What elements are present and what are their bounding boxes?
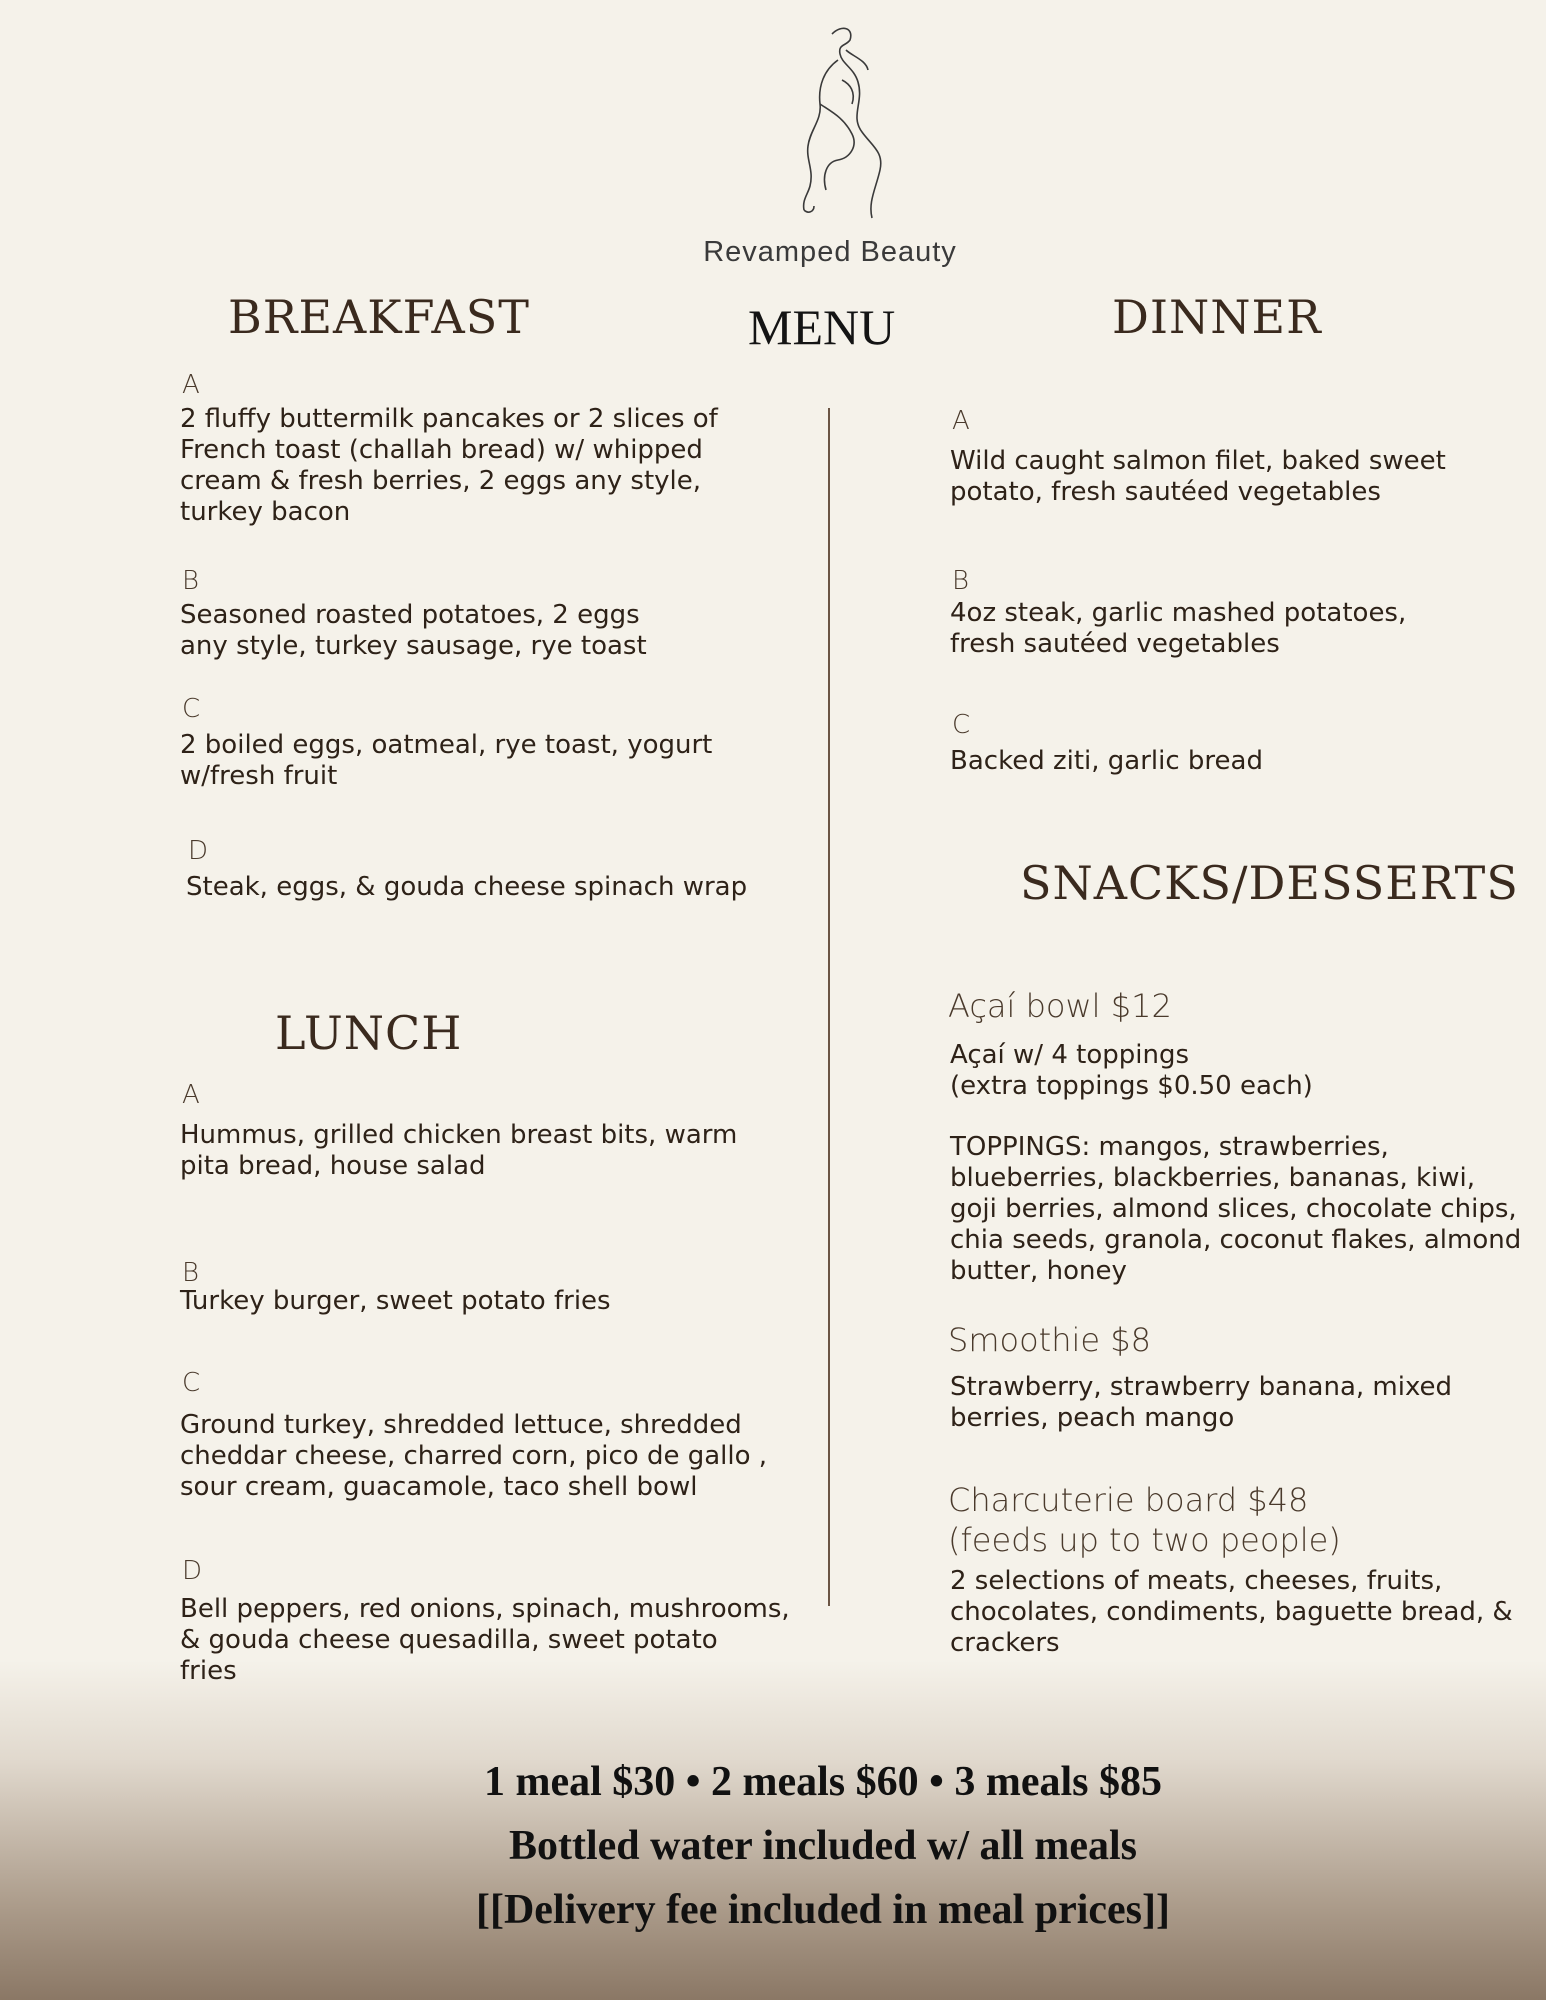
delivery-note: [[Delivery fee included in meal prices]] [476,1887,1170,1933]
dinner-item-c-text: Backed ziti, garlic bread [950,746,1263,776]
breakfast-item-a-letter: A [182,370,200,400]
lunch-item-a-letter: A [182,1080,200,1110]
charcuterie-desc: 2 selections of meats, cheeses, fruits, chocolates, condiments, baguette bread, & crackers [950,1566,1513,1658]
breakfast-item-a-text: 2 fluffy buttermilk pancakes or 2 slices of French toast (challah bread) w/ whipped cream & fresh berries, 2 eggs any style, turkey bacon [180,404,718,527]
snacks-title: SNACKS/DESSERTS [1020,856,1519,910]
smoothie-desc: Strawberry, strawberry banana, mixed berries, peach mango [950,1372,1453,1433]
lunch-item-a-text: Hummus, grilled chicken breast bits, warm pita bread, house salad [180,1120,738,1181]
woman-line-art-logo [780,20,920,220]
acai-bowl-name: Açaí bowl $12 [948,987,1172,1025]
lunch-item-d-letter: D [182,1556,203,1586]
breakfast-title: BREAKFAST [228,290,530,344]
meal-pricing: 1 meal $30 • 2 meals $60 • 3 meals $85 [484,1759,1162,1805]
dinner-item-a-letter: A [952,406,970,436]
dinner-item-c-letter: C [952,710,971,740]
charcuterie-name: Charcuterie board $48 (feeds up to two people) [948,1481,1341,1559]
water-note: Bottled water included w/ all meals [508,1823,1138,1869]
acai-bowl-desc: Açaí w/ 4 toppings (extra toppings $0.50 each) [950,1040,1313,1101]
breakfast-item-d-letter: D [188,836,209,866]
breakfast-item-c-letter: C [182,694,201,724]
lunch-item-d-text: Bell peppers, red onions, spinach, mushrooms, & gouda cheese quesadilla, sweet potato fries [180,1594,790,1686]
breakfast-item-d-text: Steak, eggs, & gouda cheese spinach wrap [186,872,748,902]
dinner-item-a-text: Wild caught salmon filet, baked sweet potato, fresh sautéed vegetables [950,446,1446,507]
dinner-item-b-text: 4oz steak, garlic mashed potatoes, fresh sautéed vegetables [950,598,1407,659]
smoothie-name: Smoothie $8 [948,1321,1151,1359]
lunch-item-b-letter: B [182,1258,200,1288]
column-divider [828,408,830,1606]
toppings-desc: TOPPINGS: mangos, strawberries, blueberries, blackberries, bananas, kiwi, goji berries, almond slices, chocolate chips, chia seeds, granola, coconut flakes, almond butter, honey [950,1132,1522,1286]
brand-name: Revamped Beauty [703,236,957,268]
lunch-title: LUNCH [275,1006,463,1060]
dinner-title: DINNER [1112,290,1322,344]
lunch-item-c-letter: C [182,1368,201,1398]
breakfast-item-b-text: Seasoned roasted potatoes, 2 eggs any style, turkey sausage, rye toast [180,600,647,661]
menu-title: MENU [748,299,896,355]
breakfast-item-c-text: 2 boiled eggs, oatmeal, rye toast, yogurt w/fresh fruit [180,730,713,791]
breakfast-item-b-letter: B [182,566,200,596]
lunch-item-c-text: Ground turkey, shredded lettuce, shredded cheddar cheese, charred corn, pico de gallo , sour cream, guacamole, taco shell bowl [180,1410,768,1502]
dinner-item-b-letter: B [952,566,970,596]
lunch-item-b-text: Turkey burger, sweet potato fries [180,1286,611,1316]
